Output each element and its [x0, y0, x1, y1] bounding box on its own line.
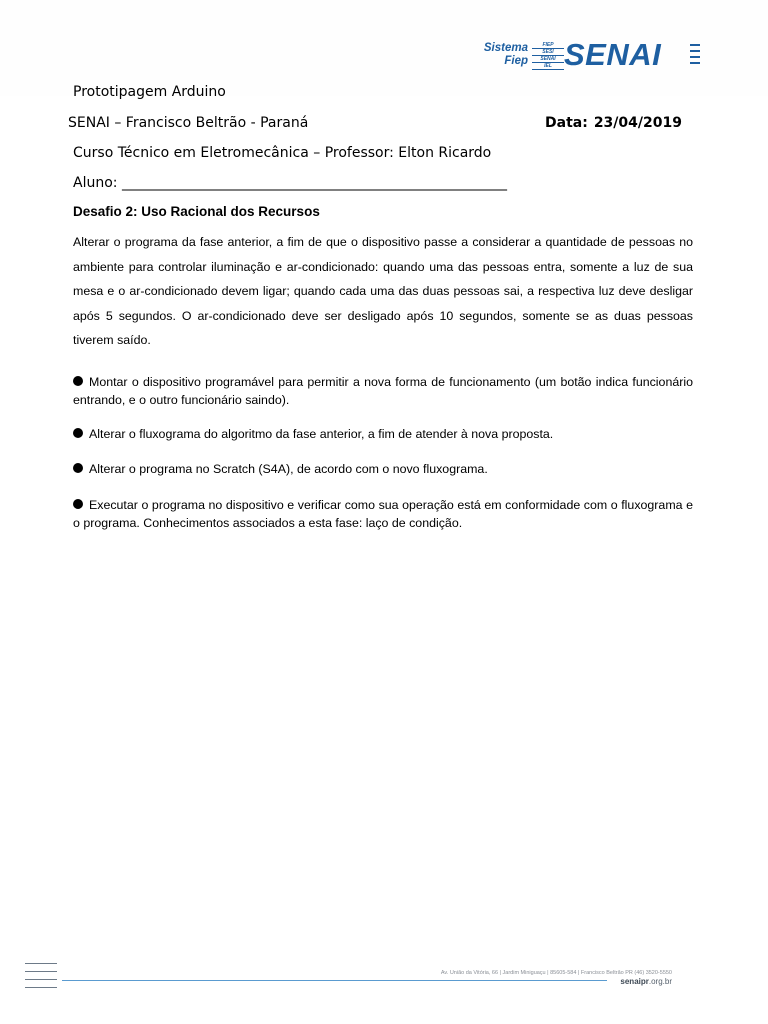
footer-divider: [62, 980, 607, 981]
date-value: 23/04/2019: [593, 115, 682, 131]
bullet-icon: [73, 428, 83, 438]
logo-entity: FIEP: [532, 42, 564, 49]
date-label: Data:: [545, 115, 588, 131]
bullet-icon: [73, 463, 83, 473]
footer-website: [620, 977, 672, 986]
task-item: [73, 497, 693, 532]
logo-entity: SESI: [532, 49, 564, 56]
logo-sistema-line1: Sistema: [483, 42, 528, 54]
challenge-title: Desafio 2: Uso Racional dos Recursos: [73, 204, 320, 219]
page-footer: [0, 956, 768, 1024]
task-text: Alterar o fluxograma do algoritmo da fase anterior, a fim de atender à nova proposta.: [89, 427, 554, 441]
student-name-field: Aluno: _______________________________________________________: [73, 175, 507, 191]
course-professor-line: Curso Técnico em Eletromecânica – Professor: Elton Ricardo: [73, 145, 492, 161]
date-field: [545, 115, 682, 131]
challenge-description: Alterar o programa da fase anterior, a fim de que o dispositivo passe a considerar a quantidade de pessoas no ambiente para controlar iluminação e ar-condicionado: quando uma das pessoas entra, somente a luz de sua mesa e o ar-condicionado devem ligar; quando cada uma das duas pessoas sai, a respectiva luz deve desligar após 5 segundos. O ar-condicionado deve ser desligado após 10 segundos, somente se as duas pessoas tiverem saído.: [73, 235, 693, 347]
bullet-icon: [73, 499, 83, 509]
logo-entity: IEL: [532, 63, 564, 70]
footer-address: Av. União da Vitória, 66 | Jardim Miniguaçu | 85605-584 | Francisco Beltrão PR (46) 3520-5550: [440, 970, 672, 976]
institution-line: SENAI – Francisco Beltrão - Paraná: [68, 115, 309, 131]
task-item: [73, 426, 693, 444]
logo-entity: SENAI: [532, 56, 564, 63]
logo-sistema-text: [474, 42, 528, 68]
logo-bars-icon: [690, 44, 700, 68]
task-text: Montar o dispositivo programável para permitir a nova forma de funcionamento (um botão indica funcionário entrando, e o outro funcionário saindo).: [73, 375, 693, 407]
task-text: Alterar o programa no Scratch (S4A), de acordo com o novo fluxograma.: [89, 462, 488, 476]
logo-brand-text: SENAI: [564, 37, 662, 72]
footer-website-rest: .org.br: [648, 977, 672, 986]
task-item: [73, 461, 693, 479]
course-title: Prototipagem Arduino: [73, 84, 226, 100]
senai-logo: [470, 37, 706, 72]
task-text: Executar o programa no dispositivo e verificar como sua operação está em conformidade com o fluxograma e o programa. Conhecimentos associados a esta fase: laço de condição.: [73, 498, 693, 530]
footer-website-bold: senaipr: [620, 977, 649, 986]
task-item: [73, 374, 693, 409]
bullet-icon: [73, 376, 83, 386]
footer-lines-icon: [25, 963, 57, 995]
logo-entities-list: [532, 42, 564, 70]
logo-sistema-line2: Fiep: [504, 55, 528, 67]
